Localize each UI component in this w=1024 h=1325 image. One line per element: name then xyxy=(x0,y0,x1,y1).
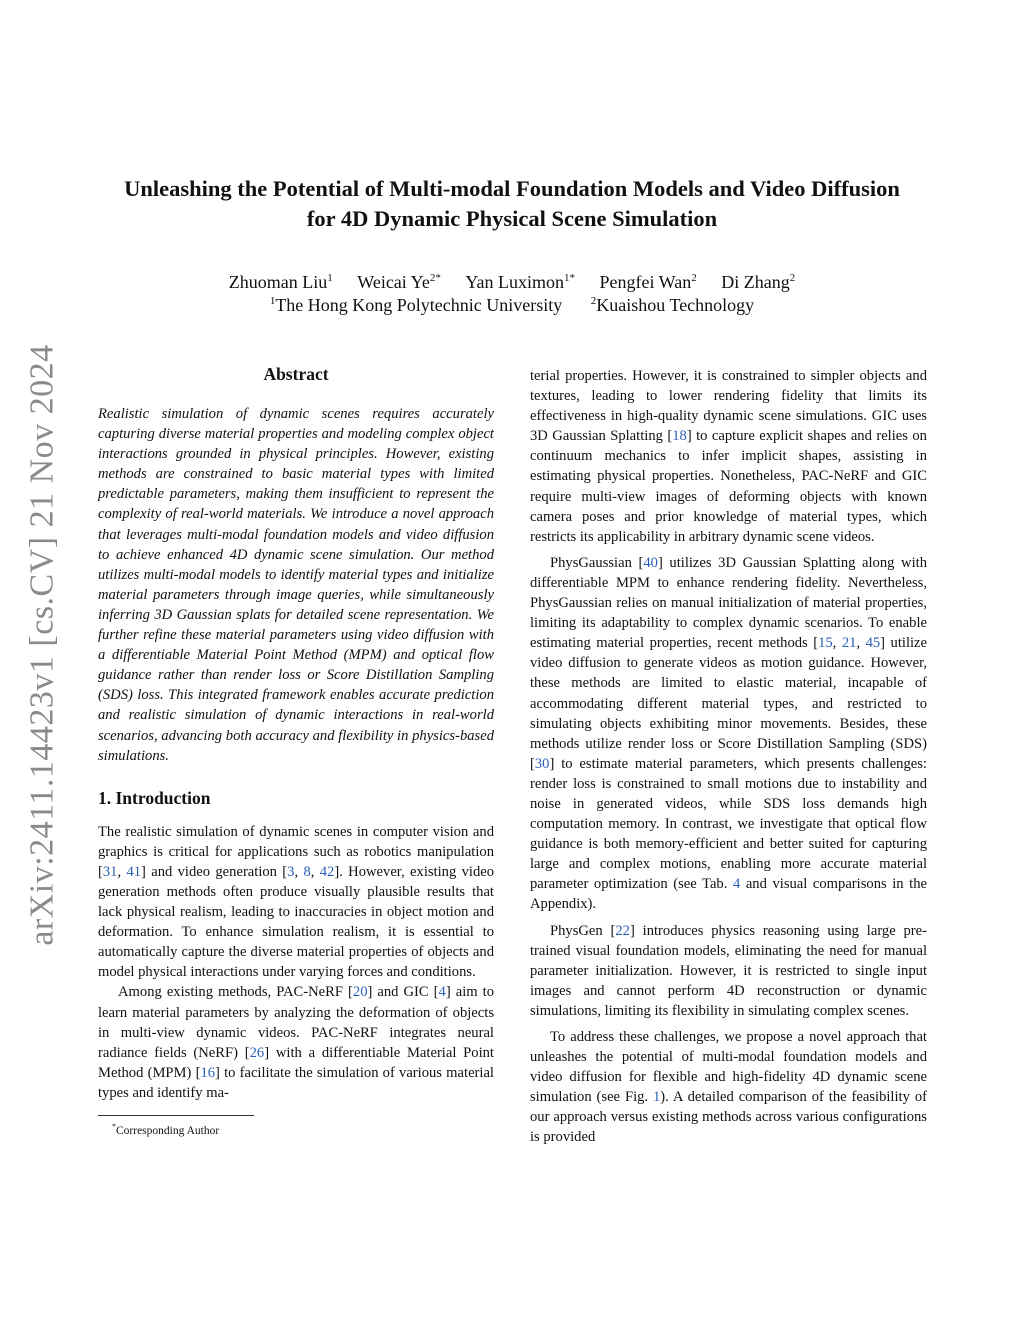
body-paragraph: To address these challenges, we propose a novel approach that unleashes the potential of multi-modal foundation models and video diffusion for flexible and high-fidelity 4D dynamic scene simulation (see Fig. 1). A detailed comparison of the feasibility of our approach versus existing methods across various configurations is provided xyxy=(530,1029,927,1146)
title-line-2: for 4D Dynamic Physical Scene Simulation xyxy=(306,206,718,231)
citation-link[interactable]: 45 xyxy=(865,635,881,652)
abstract-text: Realistic simulation of dynamic scenes requires accurately capturing diverse material properties and modeling complex object interactions grounded in physical principles. However, existing methods are constrained to basic material types with limited predictable parameters, making them insufficient to represent the complexity of real-world materials. We introduce a novel approach that leverages multi-modal foundation models and video diffusion to achieve enhanced 4D dynamic scene simulation. Our method utilizes multi-modal models to identify material types and initialize material parameters through image queries, while simultaneously inferring 3D Gaussian splats for detailed scene representation. We further refine these material parameters using video diffusion with a differentiable Material Point Method (MPM) and optical flow guidance rather than render loss or Score Distillation Sampling (SDS) loss. This integrated framework enables accurate prediction and realistic simulation of dynamic interactions in real-world scenarios, advancing both accuracy and flexibility in physics-based simulations. xyxy=(98,406,494,764)
citation-link[interactable]: 4 xyxy=(438,984,446,1001)
citation-link[interactable]: 22 xyxy=(615,922,630,939)
citation-link[interactable]: 16 xyxy=(200,1064,216,1081)
citation-link[interactable]: 4 xyxy=(732,876,741,893)
author: Weicai $Ye^{2*}$ xyxy=(357,272,441,292)
right-column xyxy=(530,366,927,1148)
citation-link[interactable]: 20 xyxy=(352,984,368,1001)
body-paragraph: PhysGen [22] introduces physics reasoning using large pre-trained visual foundation models, eliminating the need for manual parameter initialization. However, it is restricted to single input images and cannot perform 4D reconstruction or dynamic simulations, limiting its flexibility in simulating complex scenes. xyxy=(530,922,927,1019)
title-line-1: Unleashing the Potential of Multi-modal Foundation Models and Video Diffusion xyxy=(124,176,900,201)
citation-link[interactable]: 15 xyxy=(818,635,833,652)
arxiv-identifier xyxy=(18,345,68,945)
author: Yan Luximon$^{1*}$ xyxy=(465,272,576,292)
citation-link[interactable]: 8 xyxy=(303,863,311,880)
body-paragraph: PhysGaussian [40] utilizes 3D Gaussian Splatting along with differentiable MPM to enhance rendering fidelity. Nevertheless, PhysGaussian relies on manual initialization of material properties, limiting its adaptability to complex dynamic scenarios. To enable estimating material properties, recent methods [15, 21, 45] utilize video diffusion to generate videos as motion guidance. However, these methods are limited to elastic material, incapable of accommodating different material types, and restricted to simulating objects exhibiting minor movements. Besides, these methods utilize render loss or Score Distillation Sampling (SDS) [30] to estimate material parameters, which presents challenges: render loss is constrained to small motions due to instability and noise in generated videos, while SDS loss demands high computation memory. In contrast, we investigate that optical flow guidance is both memory-efficient and better suited for capturing large and complex motions, enabling more accurate material parameter optimization (see Tab. 4 and visual comparisons in the Appendix). xyxy=(530,554,928,913)
introduction-heading: 1. Introduction xyxy=(98,787,211,808)
paper-title xyxy=(80,174,944,234)
left-column xyxy=(98,362,494,1139)
citation-link[interactable]: 21 xyxy=(841,635,857,652)
citation-link[interactable]: 1 xyxy=(653,1089,661,1106)
author: Di Zhang$^2$ xyxy=(721,272,796,292)
citation-link[interactable]: 26 xyxy=(249,1044,265,1061)
footnote-rule xyxy=(98,1115,254,1116)
footnote: *Corresponding Author xyxy=(112,1122,220,1137)
citation-link[interactable]: 41 xyxy=(126,863,142,880)
citation-link[interactable]: 3 xyxy=(287,863,295,880)
body-paragraph: Among existing methods, PAC-NeRF [20] and GIC [4] aim to learn material parameters by analyzing the deformation of objects in multi-view dynamic videos. PAC-NeRF integrates neural radiance fields (NeRF) [26] with a differentiable Material Point Method (MPM) [16] to facilitate the simulation of various material types and identify ma- xyxy=(98,984,494,1101)
arxiv-id-text: arXiv:2411.14423v1 [cs.CV] 21 Nov 2024 xyxy=(24,344,62,946)
affiliation: $^1$The Hong Kong Polytechnic University xyxy=(269,295,563,315)
citation-link[interactable]: 18 xyxy=(672,428,687,445)
abstract-heading: Abstract xyxy=(263,364,329,384)
author: Pengfei Wan$^2$ xyxy=(599,272,697,292)
body-paragraph: The realistic simulation of dynamic scenes in computer vision and graphics is critical for applications such as robotics manipulation [31, 41] and video generation [3, 8, 42]. However, existing video generation methods often produce visually plausible results that lack physical realism, leading to inaccuracies in object motion and deformation. To enhance simulation realism, it is essential to automatically capture the diverse material properties of objects and model physical interactions under varying forces and conditions. xyxy=(98,823,495,981)
author-list xyxy=(80,270,944,294)
author: Zhuoman Liu$^1$ xyxy=(228,272,333,292)
citation-link[interactable]: 31 xyxy=(102,863,118,880)
citation-link[interactable]: 40 xyxy=(643,554,658,571)
affiliation: $^2$Kuaishou Technology xyxy=(590,295,755,315)
affiliation-list xyxy=(80,293,944,317)
citation-link[interactable]: 30 xyxy=(534,755,550,772)
citation-link[interactable]: 42 xyxy=(319,863,335,880)
body-paragraph: terial properties. However, it is constrained to simpler objects and textures, leading to lower rendering fidelity that limits its effectiveness in high-quality dynamic scene simulations. GIC uses 3D Gaussian Splatting [18] to capture explicit shapes and relies on continuum mechanics to infer implicit shapes, assisting in estimating physical properties. Nonetheless, PAC-NeRF and GIC require multi-view images of deforming objects with known camera poses and prior knowledge of material types, which restricts its applicability in arbitrary dynamic scene videos. xyxy=(530,368,927,545)
